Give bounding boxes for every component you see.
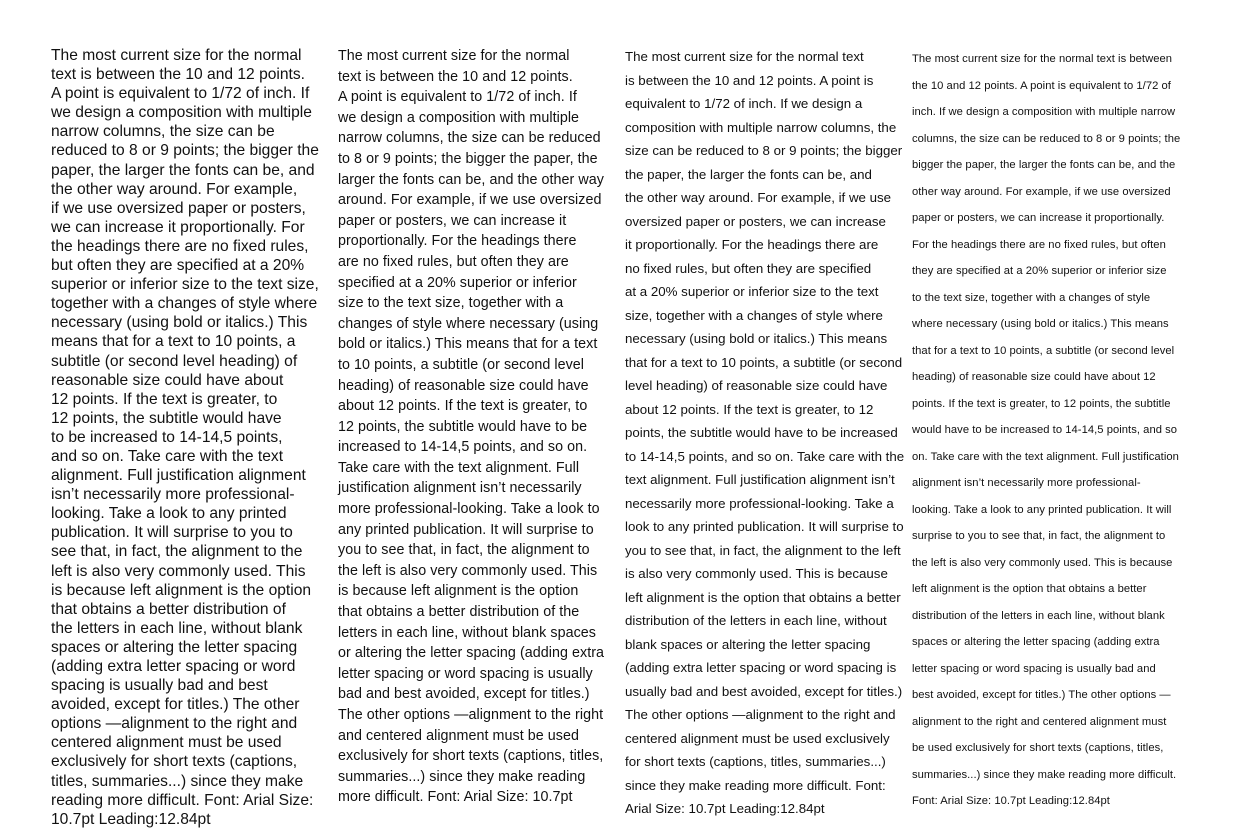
- text-line: we design a composition with multiple: [338, 109, 580, 126]
- text-line: to 8 or 9 points; the bigger the paper, the: [338, 150, 598, 167]
- text-line: letter spacing or word spacing is usually: [338, 665, 593, 682]
- text-line: looking. Take a look to any printed: [51, 505, 287, 523]
- text-line: A point is equivalent to 1/72 of inch. If: [51, 85, 310, 103]
- text-line: paper or posters, we can increase it proportionally.: [912, 212, 1165, 224]
- text-line: blank spaces or altering the letter spacing: [625, 636, 871, 652]
- text-line: about 12 points. If the text is greater, to 12: [625, 401, 874, 417]
- text-line: means that for a text to 10 points, a: [51, 333, 296, 351]
- text-line: we design a composition with multiple: [51, 104, 312, 122]
- text-line: together with a changes of style where: [51, 295, 318, 313]
- text-line: are no fixed rules, but often they are: [338, 253, 569, 270]
- text-line: spaces or altering the letter spacing (adding extra: [912, 636, 1160, 648]
- text-line: avoided, except for titles.) The other: [51, 696, 300, 714]
- text-line: The most current size for the normal text: [625, 49, 864, 64]
- text-line: they are specified at a 20% superior or inferior size: [912, 265, 1167, 277]
- text-line: heading) of reasonable size could have: [338, 377, 589, 394]
- text-line: superior or inferior size to the text size,: [51, 276, 319, 294]
- text-line: composition with multiple narrow columns, the: [625, 119, 897, 135]
- text-line: it proportionally. For the headings there are: [625, 237, 879, 252]
- text-line: around. For example, if we use oversized: [338, 192, 602, 209]
- text-line: the left is also very commonly used. This: [338, 562, 598, 579]
- text-line: no fixed rules, but often they are specified: [625, 260, 872, 276]
- text-line: 10.7pt Leading:12.84pt: [51, 810, 211, 828]
- text-line: A point is equivalent to 1/72 of inch. If: [338, 89, 577, 106]
- text-line: justification alignment isn’t necessarily: [338, 480, 582, 497]
- text-line: exclusively for short texts (captions, titles,: [338, 748, 604, 765]
- text-line: more professional-looking. Take a look to: [338, 501, 600, 518]
- text-line: to 10 points, a subtitle (or second level: [338, 356, 585, 373]
- text-line: any printed publication. It will surprise to: [338, 521, 594, 538]
- text-line: best avoided, except for titles.) The other options —: [912, 689, 1171, 701]
- text-line: or altering the letter spacing (adding extra: [338, 645, 605, 662]
- text-line: size, together with a changes of style where: [625, 307, 883, 323]
- text-line: distribution of the letters in each line, without: [625, 613, 887, 628]
- text-line: options —alignment to the right and: [51, 715, 298, 733]
- text-line: alignment to the right and centered alignment must: [912, 715, 1167, 728]
- text-line: the left is also very commonly used. This is because: [912, 556, 1173, 569]
- text-line: that obtains a better distribution of the: [338, 604, 580, 621]
- text-line: text is between the 10 and 12 points.: [51, 66, 306, 84]
- text-line: letter spacing or word spacing is usually bad and: [912, 662, 1156, 675]
- text-line: publication. It will surprise to you to: [51, 524, 293, 542]
- text-line: subtitle (or second level heading) of: [51, 352, 298, 370]
- text-line: The most current size for the normal: [51, 47, 302, 64]
- text-line: Take care with the text alignment. Full: [338, 459, 580, 476]
- text-column-4: [912, 46, 1180, 815]
- text-line: bigger the paper, the larger the fonts can be, and the: [912, 159, 1176, 171]
- text-line: isn’t necessarily more professional-: [51, 486, 295, 504]
- text-line: spaces or altering the letter spacing: [51, 638, 298, 656]
- text-line: paper, the larger the fonts can be, and: [51, 161, 315, 179]
- text-line: the headings there are no fixed rules,: [51, 237, 309, 255]
- text-line: surprise to you to see that, in fact, the alignment to: [912, 530, 1166, 542]
- text-line: left is also very commonly used. This: [51, 562, 306, 580]
- text-line: The other options —alignment to the right and: [625, 707, 896, 722]
- text-line: if we use oversized paper or posters,: [51, 199, 306, 217]
- text-line: size can be reduced to 8 or 9 points; the bigger: [625, 143, 903, 158]
- text-line: bold or italics.) This means that for a text: [338, 336, 598, 353]
- text-line: size to the text size, together with a: [338, 295, 564, 312]
- text-line: usually bad and best avoided, except for titles.): [625, 683, 903, 699]
- text-line: The most current size for the normal: [338, 48, 570, 64]
- text-line: (adding extra letter spacing or word spacing is: [625, 660, 897, 675]
- text-line: bad and best avoided, except for titles.): [338, 686, 590, 703]
- text-line: looking. Take a look to any printed publication. It will: [912, 503, 1172, 516]
- text-line: letters in each line, without blank spaces: [338, 624, 596, 641]
- text-line: summaries...) since they make reading more difficult.: [912, 768, 1177, 781]
- text-line: level heading) of reasonable size could have: [625, 378, 888, 393]
- text-line: (adding extra letter spacing or word: [51, 658, 296, 675]
- text-line: left alignment is the option that obtains a better: [625, 589, 901, 605]
- text-line: narrow columns, the size can be: [51, 123, 275, 141]
- text-line: on. Take care with the text alignment. Full justification: [912, 450, 1179, 463]
- text-line: since they make reading more difficult. Font:: [625, 777, 886, 793]
- text-line: and centered alignment must be used: [338, 727, 579, 744]
- text-line: 12 points. If the text is greater, to: [51, 390, 278, 408]
- text-line: Arial Size: 10.7pt Leading:12.84pt: [625, 801, 825, 816]
- text-line: Font: Arial Size: 10.7pt Leading:12.84pt: [912, 795, 1110, 807]
- text-column-1: [51, 46, 319, 829]
- text-line: where necessary (using bold or italics.) This means: [912, 318, 1169, 330]
- text-line: oversized paper or posters, we can increase: [625, 213, 886, 229]
- text-line: the other way around. For example, if we use: [625, 190, 892, 205]
- text-line: inch. If we design a composition with multiple narrow: [912, 106, 1176, 118]
- text-line: that for a text to 10 points, a subtitle (or second: [625, 354, 903, 370]
- text-line: distribution of the letters in each line, without blank: [912, 609, 1165, 622]
- text-line: is between the 10 and 12 points. A point is: [625, 72, 874, 88]
- text-line: for short texts (captions, titles, summaries...): [625, 754, 886, 769]
- text-line: The other options —alignment to the right: [338, 707, 604, 723]
- text-line: heading) of reasonable size could have about 12: [912, 371, 1156, 383]
- text-line: necessarily more professional-looking. Take a: [625, 495, 894, 511]
- text-line: text is between the 10 and 12 points.: [338, 68, 573, 85]
- text-line: necessary (using bold or italics.) This means: [625, 331, 888, 346]
- text-line: that for a text to 10 points, a subtitle (or second level: [912, 344, 1175, 357]
- text-line: and so on. Take care with the text: [51, 447, 284, 465]
- text-line: narrow columns, the size can be reduced: [338, 130, 601, 147]
- text-line: reasonable size could have about: [51, 371, 284, 389]
- text-line: columns, the size can be reduced to 8 or 9 points; the: [912, 132, 1181, 145]
- text-line: paper or posters, we can increase it: [338, 212, 567, 229]
- text-line: spacing is usually bad and best: [51, 677, 268, 695]
- text-line: is because left alignment is the option: [51, 581, 312, 599]
- text-line: left alignment is the option that obtains a better: [912, 583, 1147, 595]
- text-line: more difficult. Font: Arial Size: 10.7pt: [338, 789, 573, 806]
- text-line: equivalent to 1/72 of inch. If we design a: [625, 96, 863, 111]
- text-column-3: [625, 45, 904, 821]
- text-line: necessary (using bold or italics.) This: [51, 314, 308, 332]
- text-line: that obtains a better distribution of: [51, 600, 286, 618]
- text-line: changes of style where necessary (using: [338, 315, 599, 332]
- text-line: but often they are specified at a 20%: [51, 257, 305, 275]
- text-line: summaries...) since they make reading: [338, 768, 586, 785]
- text-line: larger the fonts can be, and the other way: [338, 171, 604, 188]
- text-line: to be increased to 14-14,5 points,: [51, 428, 283, 446]
- text-line: increased to 14-14,5 points, and so on.: [338, 439, 588, 456]
- text-line: is also very commonly used. This is because: [625, 566, 888, 581]
- text-line: 12 points, the subtitle would have to be: [338, 418, 588, 435]
- text-line: specified at a 20% superior or inferior: [338, 274, 577, 291]
- text-line: be used exclusively for short texts (captions, titles,: [912, 742, 1164, 754]
- text-line: the other way around. For example,: [51, 180, 298, 198]
- text-line: reading more difficult. Font: Arial Size:: [51, 791, 314, 809]
- text-line: For the headings there are no fixed rules, but often: [912, 238, 1166, 251]
- text-line: to the text size, together with a changes of style: [912, 291, 1151, 304]
- text-line: the 10 and 12 points. A point is equivalent to 1/72 of: [912, 79, 1171, 92]
- text-line: we can increase it proportionally. For: [51, 218, 305, 236]
- text-line: you to see that, in fact, the alignment to: [338, 542, 590, 559]
- text-line: would have to be increased to 14-14,5 points, and so: [912, 424, 1178, 436]
- text-line: reduced to 8 or 9 points; the bigger the: [51, 142, 319, 160]
- text-line: see that, in fact, the alignment to the: [51, 543, 303, 561]
- text-line: about 12 points. If the text is greater, to: [338, 398, 588, 415]
- text-line: to 14-14,5 points, and so on. Take care with the: [625, 448, 905, 464]
- text-line: text alignment. Full justification alignment isn’t: [625, 472, 895, 487]
- text-line: centered alignment must be used exclusively: [625, 730, 890, 746]
- text-line: The most current size for the normal text is between: [912, 53, 1173, 65]
- text-line: proportionally. For the headings there: [338, 233, 577, 250]
- text-line: centered alignment must be used: [51, 734, 282, 752]
- text-line: the letters in each line, without blank: [51, 619, 303, 637]
- text-line: other way around. For example, if we use oversized: [912, 185, 1171, 198]
- text-line: look to any printed publication. It will surprise to: [625, 519, 904, 534]
- text-line: alignment. Full justification alignment: [51, 467, 306, 485]
- text-line: alignment isn’t necessarily more professional-: [912, 477, 1141, 489]
- text-line: points, the subtitle would have to be increased: [625, 425, 898, 440]
- text-line: 12 points, the subtitle would have: [51, 409, 282, 427]
- text-line: you to see that, in fact, the alignment to the left: [625, 542, 901, 558]
- text-line: titles, summaries...) since they make: [51, 772, 304, 790]
- text-line: at a 20% superior or inferior size to the text: [625, 284, 879, 299]
- text-line: is because left alignment is the option: [338, 583, 579, 600]
- text-line: points. If the text is greater, to 12 points, the subtitle: [912, 397, 1171, 410]
- text-line: the paper, the larger the fonts can be, and: [625, 166, 872, 182]
- text-column-2: [338, 46, 604, 808]
- text-line: exclusively for short texts (captions,: [51, 753, 298, 771]
